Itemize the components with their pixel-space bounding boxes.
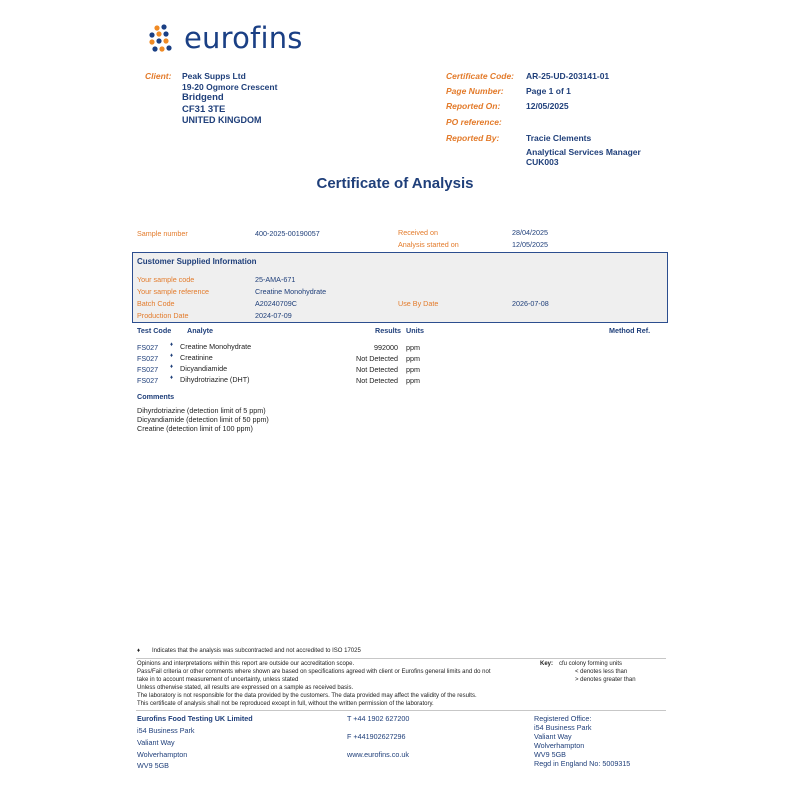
key-label: Key: [540, 661, 554, 667]
analyte: Creatine Monohydrate [180, 342, 252, 351]
production-date-label: Production Date [137, 311, 189, 320]
brand-name: eurofins [184, 21, 303, 55]
client-city: Bridgend [182, 92, 224, 103]
client-name: Peak Supps Ltd [182, 71, 246, 81]
subcontract-icon: ♦ [170, 364, 174, 370]
header-results: Results [375, 326, 401, 335]
divider [136, 658, 666, 659]
subcontract-note: Indicates that the analysis was subcontracted and not accredited to ISO 17025 [152, 648, 361, 654]
test-code: FS027 [137, 376, 159, 385]
analysis-started: 12/05/2025 [512, 240, 548, 249]
subcontract-mark-icon: ♦ [137, 648, 141, 654]
key-item: cfu colony forming units [559, 661, 623, 667]
footer-address-line: Wolverhampton [137, 750, 188, 759]
certificate-code-label: Certificate Code: [446, 71, 515, 81]
subcontract-icon: ♦ [170, 375, 174, 381]
result: 992000 [374, 343, 398, 352]
sample-code: 25-AMA-671 [255, 275, 296, 284]
use-by-label: Use By Date [398, 299, 439, 308]
footer-fax: F +441902627296 [347, 732, 406, 741]
analysis-started-label: Analysis started on [398, 240, 459, 249]
registered-address-line: Valiant Way [534, 732, 572, 741]
registered-address-line: WV9 5GB [534, 750, 566, 759]
unit: ppm [406, 365, 420, 374]
sample-number: 400-2025-00190057 [255, 229, 320, 238]
production-date: 2024-07-09 [255, 311, 292, 320]
use-by-date: 2026-07-08 [512, 299, 549, 308]
reported-by-code: CUK003 [526, 157, 559, 167]
registered-office-heading: Registered Office: [534, 714, 592, 723]
comment-line: Dicyandiamide (detection limit of 50 ppm) [137, 415, 269, 424]
analyte: Dicyandiamide [180, 364, 228, 373]
analyte: Dihydrotriazine (DHT) [180, 375, 250, 384]
header-analyte: Analyte [187, 326, 213, 335]
customer-info-heading: Customer Supplied Information [137, 257, 257, 266]
page-number-label: Page Number: [446, 86, 504, 96]
key-item: > denotes greater than [575, 677, 636, 683]
footer-address-line: i54 Business Park [137, 726, 195, 735]
reported-by-name: Tracie Clements [526, 133, 592, 143]
received-on-label: Received on [398, 228, 438, 237]
disclaimer-line: This certificate of analysis shall not be reproduced except in full, without the written permission of the laboratory. [137, 701, 434, 707]
subcontract-icon: ♦ [170, 342, 174, 348]
reported-on-label: Reported On: [446, 101, 501, 111]
registered-address-line: i54 Business Park [534, 723, 592, 732]
unit: ppm [406, 343, 420, 352]
client-country: UNITED KINGDOM [182, 115, 262, 125]
registered-address-line: Wolverhampton [534, 741, 585, 750]
reported-by-title: Analytical Services Manager [526, 147, 641, 157]
header-units: Units [406, 326, 424, 335]
unit: ppm [406, 376, 420, 385]
header-test-code: Test Code [137, 326, 172, 335]
disclaimer-line: Unless otherwise stated, all results are expressed on a sample as received basis. [137, 685, 354, 691]
sample-reference: Creatine Monohydrate [255, 287, 327, 296]
footer-company: Eurofins Food Testing UK Limited [137, 714, 253, 723]
footer-website-link[interactable]: www.eurofins.co.uk [347, 750, 409, 759]
result: Not Detected [356, 365, 398, 374]
sample-reference-label: Your sample reference [137, 287, 210, 296]
subcontract-icon: ♦ [170, 353, 174, 359]
certificate-code: AR-25-UD-203141-01 [526, 71, 610, 81]
page-number: Page 1 of 1 [526, 86, 571, 96]
test-code: FS027 [137, 343, 159, 352]
test-code: FS027 [137, 354, 159, 363]
footer-address-line: WV9 5GB [137, 761, 169, 770]
client-label: Client: [145, 71, 172, 81]
company-registration: Regd in England No: 5009315 [534, 759, 631, 768]
sample-code-label: Your sample code [137, 275, 195, 284]
comment-line: Dihyrdotriazine (detection limit of 5 ppm) [137, 406, 266, 415]
batch-code-label: Batch Code [137, 299, 175, 308]
sample-number-label: Sample number [137, 229, 188, 238]
disclaimer-line: Opinions and interpretations within this report are outside our accreditation scope. [137, 661, 355, 667]
comment-line: Creatine (detection limit of 100 ppm) [137, 424, 253, 433]
analyte: Creatinine [180, 353, 213, 362]
footer-address-line: Valiant Way [137, 738, 175, 747]
client-address: 19-20 Ogmore Crescent [182, 82, 278, 92]
comments-heading: Comments [137, 392, 175, 401]
reported-on: 12/05/2025 [526, 101, 569, 111]
header-method-ref: Method Ref. [609, 326, 651, 335]
result: Not Detected [356, 376, 398, 385]
reported-by-label: Reported By: [446, 133, 500, 143]
po-reference-label: PO reference: [446, 117, 502, 127]
eurofins-dots-icon [148, 24, 180, 56]
result: Not Detected [356, 354, 398, 363]
page-title: Certificate of Analysis [316, 175, 474, 192]
received-on: 28/04/2025 [512, 228, 548, 237]
client-postcode: CF31 3TE [182, 104, 226, 115]
unit: ppm [406, 354, 420, 363]
key-item: < denotes less than [575, 669, 628, 675]
batch-code: A20240709C [255, 299, 297, 308]
test-code: FS027 [137, 365, 159, 374]
disclaimer-line: The laboratory is not responsible for the data provided by the customers. The data provided may affect the validity of the results. [137, 693, 477, 699]
disclaimer-line: Pass/Fail criteria or other comments where shown are based on specifications agreed with client or Eurofins general limits and do not [137, 669, 491, 675]
footer-telephone: T +44 1902 627200 [347, 714, 410, 723]
disclaimer-line: take in to account measurement of uncertainty, unless stated [137, 677, 299, 683]
divider [136, 710, 666, 711]
